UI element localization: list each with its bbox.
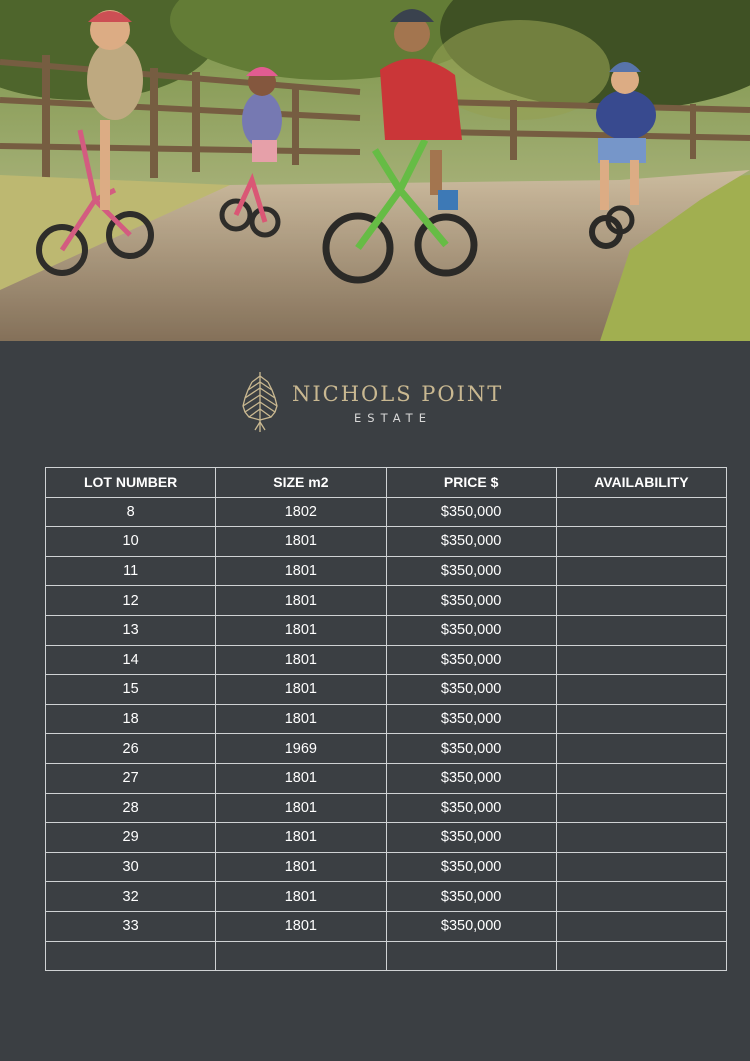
- price-cell: $350,000: [386, 763, 556, 793]
- size-cell: 1801: [216, 823, 386, 853]
- price-cell: $350,000: [386, 911, 556, 941]
- price-cell: $350,000: [386, 645, 556, 675]
- price-cell: $350,000: [386, 734, 556, 764]
- table-row: [46, 497, 727, 527]
- brand-name: NICHOLS POINT: [292, 382, 504, 406]
- table-row: [46, 882, 727, 912]
- price-cell: $350,000: [386, 823, 556, 853]
- availability-cell: [556, 497, 726, 527]
- lot-number-cell: 13: [46, 615, 216, 645]
- size-cell: 1969: [216, 734, 386, 764]
- availability-cell: [556, 734, 726, 764]
- availability-cell: [556, 852, 726, 882]
- lot-number-cell: 15: [46, 675, 216, 705]
- table-row: [46, 823, 727, 853]
- size-cell: 1801: [216, 852, 386, 882]
- lot-number-cell: 32: [46, 882, 216, 912]
- table-row: [46, 586, 727, 616]
- size-cell: 1802: [216, 497, 386, 527]
- availability-cell: [556, 527, 726, 557]
- price-cell: $350,000: [386, 556, 556, 586]
- tree-logo-icon: [240, 368, 280, 434]
- lot-number-cell: 10: [46, 527, 216, 557]
- table-row: [46, 704, 727, 734]
- price-cell: $350,000: [386, 615, 556, 645]
- availability-cell: [556, 823, 726, 853]
- availability-cell: [556, 615, 726, 645]
- table-row: [46, 911, 727, 941]
- header-lot-number: LOT NUMBER: [46, 468, 216, 498]
- price-cell: [386, 941, 556, 971]
- table-row: [46, 763, 727, 793]
- table-row: [46, 734, 727, 764]
- availability-cell: [556, 556, 726, 586]
- size-cell: 1801: [216, 586, 386, 616]
- brand-subtitle: ESTATE: [354, 411, 432, 425]
- price-cell: $350,000: [386, 675, 556, 705]
- size-cell: 1801: [216, 793, 386, 823]
- table-row: [46, 556, 727, 586]
- size-cell: 1801: [216, 556, 386, 586]
- kids-cycling-photo: [0, 0, 750, 341]
- table-row: [46, 527, 727, 557]
- header-price: PRICE $: [386, 468, 556, 498]
- lot-number-cell: 8: [46, 497, 216, 527]
- lot-number-cell: 33: [46, 911, 216, 941]
- price-cell: $350,000: [386, 882, 556, 912]
- availability-cell: [556, 941, 726, 971]
- size-cell: 1801: [216, 704, 386, 734]
- availability-cell: [556, 793, 726, 823]
- header-size: SIZE m2: [216, 468, 386, 498]
- availability-cell: [556, 763, 726, 793]
- availability-cell: [556, 911, 726, 941]
- size-cell: 1801: [216, 645, 386, 675]
- table-row: [46, 793, 727, 823]
- price-cell: $350,000: [386, 704, 556, 734]
- price-cell: $350,000: [386, 852, 556, 882]
- table-row: [46, 675, 727, 705]
- lot-number-cell: 28: [46, 793, 216, 823]
- table-header-row: [46, 468, 727, 498]
- lot-number-cell: 27: [46, 763, 216, 793]
- hero-photo: [0, 0, 750, 341]
- lot-number-cell: 11: [46, 556, 216, 586]
- size-cell: 1801: [216, 911, 386, 941]
- table-body: [46, 497, 727, 971]
- price-cell: $350,000: [386, 527, 556, 557]
- lot-number-cell: 30: [46, 852, 216, 882]
- lot-number-cell: 14: [46, 645, 216, 675]
- availability-cell: [556, 586, 726, 616]
- table-row: [46, 941, 727, 971]
- table-row: [46, 615, 727, 645]
- size-cell: [216, 941, 386, 971]
- lot-pricing-table: [45, 467, 727, 971]
- size-cell: 1801: [216, 675, 386, 705]
- size-cell: 1801: [216, 615, 386, 645]
- availability-cell: [556, 704, 726, 734]
- table-row: [46, 645, 727, 675]
- lot-number-cell: 29: [46, 823, 216, 853]
- lot-number-cell: [46, 941, 216, 971]
- availability-cell: [556, 675, 726, 705]
- price-cell: $350,000: [386, 793, 556, 823]
- table-row: [46, 852, 727, 882]
- lot-number-cell: 12: [46, 586, 216, 616]
- price-cell: $350,000: [386, 497, 556, 527]
- price-cell: $350,000: [386, 586, 556, 616]
- estate-brand: [0, 368, 750, 438]
- lot-number-cell: 26: [46, 734, 216, 764]
- size-cell: 1801: [216, 763, 386, 793]
- lot-number-cell: 18: [46, 704, 216, 734]
- header-availability: AVAILABILITY: [556, 468, 726, 498]
- availability-cell: [556, 645, 726, 675]
- availability-cell: [556, 882, 726, 912]
- size-cell: 1801: [216, 882, 386, 912]
- size-cell: 1801: [216, 527, 386, 557]
